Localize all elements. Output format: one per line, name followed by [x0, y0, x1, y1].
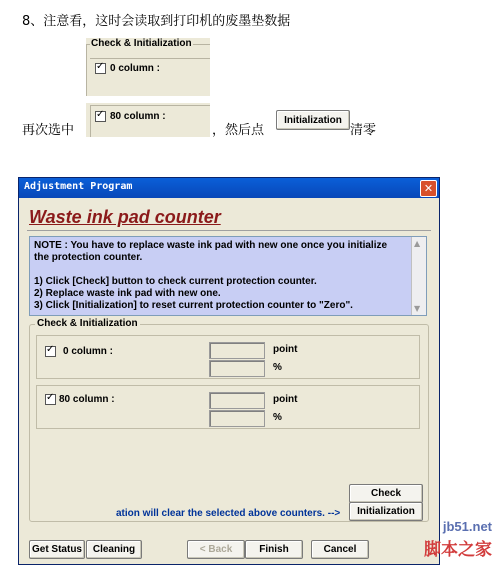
inline-text-reset-zero: 清零	[350, 123, 377, 138]
field-80-column-point	[209, 392, 265, 409]
cleaning-button[interactable]: Cleaning	[86, 540, 142, 559]
crop-80-border-left	[90, 105, 91, 137]
crop-80-border-top	[90, 105, 210, 106]
note-scrollbar[interactable]	[411, 237, 426, 315]
crop-screenshot-80-column	[86, 103, 210, 137]
check-button[interactable]: Check	[349, 484, 423, 503]
row-0-column	[36, 335, 420, 379]
crop-initialization-button: Initialization	[276, 110, 350, 130]
get-status-button[interactable]: Get Status	[29, 540, 85, 559]
crop-checkbox-0-column	[95, 63, 106, 74]
label-80-column: 80 column :	[59, 394, 115, 405]
dialog-title: Adjustment Program	[24, 181, 133, 192]
crop-screenshot-top	[86, 38, 210, 96]
scroll-up-icon[interactable]: ▲	[414, 239, 421, 248]
crop-group-border-left	[86, 44, 87, 96]
heading-divider	[27, 230, 431, 231]
field-0-column-point	[209, 342, 265, 359]
close-icon: ✕	[423, 182, 434, 195]
unit-0-column-point: point	[273, 344, 298, 355]
crop-group-title: Check & Initialization	[91, 38, 192, 49]
watermark-name: 脚本之家	[424, 540, 492, 560]
unit-80-column-point: point	[273, 394, 298, 405]
field-80-column-percent	[209, 410, 265, 427]
scroll-down-icon[interactable]: ▼	[414, 304, 421, 313]
group-title: Check & Initialization	[37, 318, 138, 329]
adjustment-program-dialog	[18, 177, 440, 565]
inline-text-reselect: 再次选中	[22, 123, 75, 138]
step-instruction: 8、注意看，这时会读取到打印机的废墨垫数据	[22, 14, 291, 29]
finish-button[interactable]: Finish	[245, 540, 303, 559]
note-text: NOTE : You have to replace waste ink pad with new one once you initialize the protection counter. 1) Click [Check] button to check current protection counter. 2) Replace waste ink pad with new one. 3) Click [Initialization] to reset current protection counter to "Zero".	[34, 240, 388, 311]
crop-label-80-column: 80 column :	[110, 111, 166, 122]
page-heading: Waste ink pad counter	[29, 207, 221, 227]
cancel-button[interactable]: Cancel	[311, 540, 369, 559]
back-button[interactable]: < Back	[187, 540, 245, 559]
field-0-column-percent	[209, 360, 265, 377]
row-80-column	[36, 385, 420, 429]
initialization-button[interactable]: Initialization	[349, 502, 423, 521]
label-0-column: 0 column :	[63, 346, 114, 357]
crop-subbox-border	[90, 58, 210, 59]
checkbox-80-column[interactable]	[45, 394, 56, 405]
dialog-titlebar[interactable]	[19, 178, 439, 198]
note-textarea[interactable]	[29, 236, 427, 316]
unit-0-column-percent: %	[273, 362, 282, 373]
watermark-site: jb51.net	[442, 519, 492, 534]
unit-80-column-percent: %	[273, 412, 282, 423]
close-button[interactable]	[420, 180, 437, 197]
checkbox-0-column[interactable]	[45, 346, 56, 357]
inline-text-then-click: ，然后点	[212, 123, 265, 138]
crop-label-0-column: 0 column :	[110, 63, 161, 74]
crop-checkbox-80-column	[95, 111, 106, 122]
clear-warning-text: ation will clear the selected above counters. -->	[116, 508, 341, 519]
